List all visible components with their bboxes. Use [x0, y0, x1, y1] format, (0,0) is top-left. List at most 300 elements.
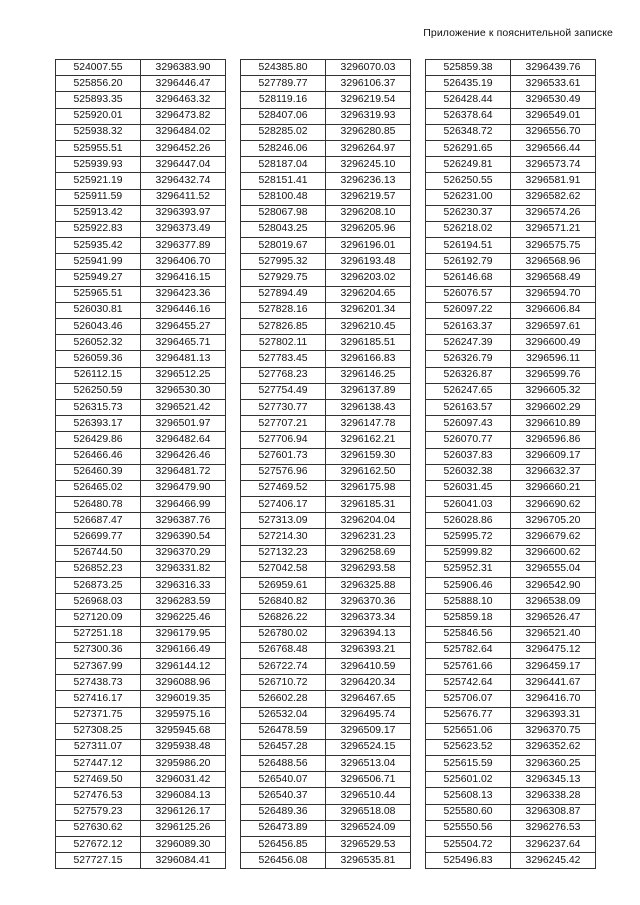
table-row [241, 739, 411, 755]
coordinate-x-cell: 527469.52 [241, 480, 326, 496]
coordinate-x-cell: 528187.04 [241, 157, 326, 173]
table-row [56, 675, 226, 691]
coordinate-x-cell: 527789.77 [241, 76, 326, 92]
table-row [56, 302, 226, 318]
table-row [241, 140, 411, 156]
coordinate-x-cell: 526488.56 [241, 756, 326, 772]
coordinate-y-cell: 3296549.01 [511, 108, 596, 124]
table-row [426, 432, 596, 448]
coordinate-y-cell: 3296360.25 [511, 756, 596, 772]
coordinate-y-cell: 3296501.97 [141, 416, 226, 432]
coordinate-x-cell: 526478.59 [241, 723, 326, 739]
table-row [56, 448, 226, 464]
table-row [241, 707, 411, 723]
coordinate-x-cell: 527476.53 [56, 788, 141, 804]
table-row [241, 270, 411, 286]
table-row [426, 707, 596, 723]
coordinate-x-cell: 526097.43 [426, 416, 511, 432]
table-row [56, 238, 226, 254]
coordinate-x-cell: 526460.39 [56, 464, 141, 480]
coordinate-x-cell: 525706.07 [426, 691, 511, 707]
coordinate-y-cell: 3296126.17 [141, 804, 226, 820]
table-row [426, 319, 596, 335]
coordinates-table-3 [425, 59, 596, 869]
coordinate-y-cell: 3296606.84 [511, 302, 596, 318]
coordinate-y-cell: 3296193.48 [326, 254, 411, 270]
table-row [426, 578, 596, 594]
table-row [241, 60, 411, 76]
table-row [56, 286, 226, 302]
coordinate-y-cell: 3296467.65 [326, 691, 411, 707]
table-row [241, 221, 411, 237]
coordinate-x-cell: 528407.06 [241, 108, 326, 124]
table-row [56, 60, 226, 76]
coordinate-y-cell: 3296370.29 [141, 545, 226, 561]
coordinate-x-cell: 527447.12 [56, 756, 141, 772]
coordinate-x-cell: 525676.77 [426, 707, 511, 723]
coordinate-y-cell: 3296162.50 [326, 464, 411, 480]
coordinate-x-cell: 527783.45 [241, 351, 326, 367]
coordinate-x-cell: 527802.11 [241, 335, 326, 351]
coordinate-x-cell: 525504.72 [426, 837, 511, 853]
table-row [56, 756, 226, 772]
coordinate-y-cell: 3296463.32 [141, 92, 226, 108]
coordinate-x-cell: 527727.15 [56, 853, 141, 869]
coordinate-x-cell: 526456.85 [241, 837, 326, 853]
coordinate-y-cell: 3296264.97 [326, 140, 411, 156]
coordinate-x-cell: 526873.25 [56, 578, 141, 594]
coordinate-y-cell: 3296509.17 [326, 723, 411, 739]
coordinate-y-cell: 3296573.74 [511, 157, 596, 173]
table-row [241, 416, 411, 432]
table-row [426, 383, 596, 399]
coordinate-y-cell: 3296521.40 [511, 626, 596, 642]
coordinate-y-cell: 3296373.49 [141, 221, 226, 237]
coordinate-x-cell: 526540.37 [241, 788, 326, 804]
coordinate-y-cell: 3296370.75 [511, 723, 596, 739]
coordinate-x-cell: 526699.77 [56, 529, 141, 545]
table-row [56, 108, 226, 124]
coordinate-x-cell: 527313.09 [241, 513, 326, 529]
coordinate-x-cell: 527754.49 [241, 383, 326, 399]
table-row [56, 383, 226, 399]
table-row [241, 529, 411, 545]
coordinate-x-cell: 525550.56 [426, 820, 511, 836]
table-row [426, 270, 596, 286]
table-row [56, 772, 226, 788]
coordinate-y-cell: 3296512.25 [141, 367, 226, 383]
coordinate-x-cell: 526076.57 [426, 286, 511, 302]
coordinate-y-cell: 3296484.02 [141, 124, 226, 140]
coordinate-y-cell: 3296331.82 [141, 561, 226, 577]
table-row [56, 480, 226, 496]
coordinate-y-cell: 3296125.26 [141, 820, 226, 836]
coordinate-y-cell: 3296455.27 [141, 319, 226, 335]
coordinate-x-cell: 526041.03 [426, 497, 511, 513]
coordinate-y-cell: 3296513.04 [326, 756, 411, 772]
table-row [241, 367, 411, 383]
coordinate-x-cell: 525888.10 [426, 594, 511, 610]
coordinate-y-cell: 3296596.86 [511, 432, 596, 448]
table-row [56, 254, 226, 270]
coordinate-x-cell: 527371.75 [56, 707, 141, 723]
table-row [241, 756, 411, 772]
coordinate-x-cell: 527406.17 [241, 497, 326, 513]
coordinate-y-cell: 3296231.23 [326, 529, 411, 545]
coordinate-x-cell: 526489.36 [241, 804, 326, 820]
coordinate-x-cell: 525920.01 [56, 108, 141, 124]
coordinate-y-cell: 3296605.32 [511, 383, 596, 399]
coordinates-table-1 [55, 59, 226, 869]
coordinate-x-cell: 526710.72 [241, 675, 326, 691]
coordinate-x-cell: 527579.23 [56, 804, 141, 820]
coordinate-x-cell: 526326.87 [426, 367, 511, 383]
coordinate-x-cell: 526028.86 [426, 513, 511, 529]
coordinate-y-cell: 3296393.21 [326, 642, 411, 658]
coordinate-x-cell: 527251.18 [56, 626, 141, 642]
coordinate-y-cell: 3296473.82 [141, 108, 226, 124]
coordinate-x-cell: 526194.51 [426, 238, 511, 254]
table-row [426, 658, 596, 674]
coordinate-y-cell: 3296210.45 [326, 319, 411, 335]
coordinate-x-cell: 525651.06 [426, 723, 511, 739]
coordinate-x-cell: 526480.78 [56, 497, 141, 513]
table-row [241, 561, 411, 577]
table-row [426, 529, 596, 545]
table-row [56, 561, 226, 577]
coordinate-y-cell: 3296406.70 [141, 254, 226, 270]
coordinate-y-cell: 3296568.49 [511, 270, 596, 286]
coordinate-x-cell: 526037.83 [426, 448, 511, 464]
coordinate-y-cell: 3296237.64 [511, 837, 596, 853]
coordinate-x-cell: 525856.20 [56, 76, 141, 92]
table-row [426, 351, 596, 367]
coordinate-x-cell: 526291.65 [426, 140, 511, 156]
coordinate-x-cell: 525995.72 [426, 529, 511, 545]
coordinate-x-cell: 525941.99 [56, 254, 141, 270]
table-row [426, 92, 596, 108]
coordinate-y-cell: 3296280.85 [326, 124, 411, 140]
coordinate-x-cell: 526378.64 [426, 108, 511, 124]
coordinate-x-cell: 526230.37 [426, 205, 511, 221]
coordinate-y-cell: 3296599.76 [511, 367, 596, 383]
table-row [241, 302, 411, 318]
table-row [56, 707, 226, 723]
table-row [56, 610, 226, 626]
coordinate-y-cell: 3296245.42 [511, 853, 596, 869]
coordinate-y-cell: 3296581.91 [511, 173, 596, 189]
coordinate-x-cell: 527311.07 [56, 739, 141, 755]
table-row [241, 432, 411, 448]
coordinate-x-cell: 527120.09 [56, 610, 141, 626]
coordinate-x-cell: 527300.36 [56, 642, 141, 658]
table-row [241, 853, 411, 869]
coordinate-y-cell: 3296204.65 [326, 286, 411, 302]
table-row [241, 513, 411, 529]
coordinate-x-cell: 525913.42 [56, 205, 141, 221]
coordinate-y-cell: 3296420.34 [326, 675, 411, 691]
table-row [241, 238, 411, 254]
table-row [426, 205, 596, 221]
table-row [56, 594, 226, 610]
table-row [241, 642, 411, 658]
table-row [241, 675, 411, 691]
coordinate-y-cell: 3296219.54 [326, 92, 411, 108]
coordinate-y-cell: 3296705.20 [511, 513, 596, 529]
table-row [241, 157, 411, 173]
coordinate-x-cell: 526030.81 [56, 302, 141, 318]
table-row [426, 335, 596, 351]
coordinate-y-cell: 3296475.12 [511, 642, 596, 658]
coordinate-y-cell: 3296166.49 [141, 642, 226, 658]
coordinate-x-cell: 526456.08 [241, 853, 326, 869]
table-row [426, 286, 596, 302]
coordinate-x-cell: 526031.45 [426, 480, 511, 496]
table-row [241, 92, 411, 108]
coordinate-x-cell: 526032.38 [426, 464, 511, 480]
coordinate-x-cell: 527826.85 [241, 319, 326, 335]
table-row [426, 739, 596, 755]
coordinate-x-cell: 527730.77 [241, 399, 326, 415]
coordinate-x-cell: 527707.21 [241, 416, 326, 432]
table-row [241, 788, 411, 804]
coordinate-x-cell: 526250.59 [56, 383, 141, 399]
coordinate-x-cell: 527601.73 [241, 448, 326, 464]
table-row [56, 76, 226, 92]
coordinate-y-cell: 3296185.31 [326, 497, 411, 513]
coordinate-y-cell: 3296530.49 [511, 92, 596, 108]
table-row [426, 238, 596, 254]
table-row [56, 140, 226, 156]
coordinate-x-cell: 526247.65 [426, 383, 511, 399]
coordinate-y-cell: 3296070.03 [326, 60, 411, 76]
coordinate-x-cell: 525965.51 [56, 286, 141, 302]
coordinate-x-cell: 527706.94 [241, 432, 326, 448]
table-row [241, 804, 411, 820]
coordinate-y-cell: 3295986.20 [141, 756, 226, 772]
coordinate-y-cell: 3296166.83 [326, 351, 411, 367]
coordinate-x-cell: 525608.13 [426, 788, 511, 804]
coordinate-x-cell: 525742.64 [426, 675, 511, 691]
coordinate-x-cell: 526192.79 [426, 254, 511, 270]
coordinate-y-cell: 3296325.88 [326, 578, 411, 594]
coordinate-x-cell: 525601.02 [426, 772, 511, 788]
coordinate-y-cell: 3296571.21 [511, 221, 596, 237]
coordinate-y-cell: 3296219.57 [326, 189, 411, 205]
coordinate-x-cell: 525580.60 [426, 804, 511, 820]
table-row [56, 691, 226, 707]
coordinate-y-cell: 3296377.89 [141, 238, 226, 254]
coordinate-x-cell: 525761.66 [426, 658, 511, 674]
coordinate-x-cell: 527367.99 [56, 658, 141, 674]
coordinate-y-cell: 3296582.62 [511, 189, 596, 205]
coordinate-x-cell: 527416.17 [56, 691, 141, 707]
coordinate-x-cell: 527132.23 [241, 545, 326, 561]
table-row [426, 221, 596, 237]
coordinate-y-cell: 3296387.76 [141, 513, 226, 529]
coordinate-y-cell: 3296179.95 [141, 626, 226, 642]
coordinate-y-cell: 3296245.10 [326, 157, 411, 173]
table-row [56, 642, 226, 658]
table-row [241, 383, 411, 399]
table-row [56, 545, 226, 561]
coordinate-y-cell: 3296019.35 [141, 691, 226, 707]
coordinate-x-cell: 528246.06 [241, 140, 326, 156]
coordinate-x-cell: 525782.64 [426, 642, 511, 658]
table-row [426, 561, 596, 577]
coordinate-x-cell: 526744.50 [56, 545, 141, 561]
table-row [56, 497, 226, 513]
coordinate-y-cell: 3296632.37 [511, 464, 596, 480]
table-row [56, 626, 226, 642]
coordinate-x-cell: 525949.27 [56, 270, 141, 286]
coordinate-x-cell: 526540.07 [241, 772, 326, 788]
coordinate-y-cell: 3296159.30 [326, 448, 411, 464]
coordinate-x-cell: 527995.32 [241, 254, 326, 270]
table-row [426, 367, 596, 383]
table-row [241, 351, 411, 367]
coordinate-y-cell: 3296594.70 [511, 286, 596, 302]
coordinate-y-cell: 3295975.16 [141, 707, 226, 723]
table-row [56, 853, 226, 869]
table-row [241, 545, 411, 561]
table-row [241, 335, 411, 351]
coordinate-y-cell: 3296481.72 [141, 464, 226, 480]
coordinate-y-cell: 3296526.47 [511, 610, 596, 626]
coordinate-x-cell: 526326.79 [426, 351, 511, 367]
coordinate-x-cell: 525911.59 [56, 189, 141, 205]
coordinate-y-cell: 3296465.71 [141, 335, 226, 351]
table-row [56, 837, 226, 853]
coordinate-x-cell: 525496.83 [426, 853, 511, 869]
coordinate-x-cell: 526722.74 [241, 658, 326, 674]
coordinate-x-cell: 527828.16 [241, 302, 326, 318]
coordinate-y-cell: 3296258.69 [326, 545, 411, 561]
table-row [241, 448, 411, 464]
table-row [426, 157, 596, 173]
table-row [56, 173, 226, 189]
table-row [426, 448, 596, 464]
coordinate-y-cell: 3296175.98 [326, 480, 411, 496]
coordinate-y-cell: 3296690.62 [511, 497, 596, 513]
coordinate-y-cell: 3296600.62 [511, 545, 596, 561]
coordinate-x-cell: 527042.58 [241, 561, 326, 577]
coordinate-y-cell: 3296660.21 [511, 480, 596, 496]
coordinate-y-cell: 3295945.68 [141, 723, 226, 739]
coordinate-x-cell: 525938.32 [56, 124, 141, 140]
coordinate-x-cell: 525939.93 [56, 157, 141, 173]
table-row [426, 642, 596, 658]
coordinate-x-cell: 525955.51 [56, 140, 141, 156]
coordinate-y-cell: 3296524.15 [326, 739, 411, 755]
table-row [426, 788, 596, 804]
coordinate-y-cell: 3296338.28 [511, 788, 596, 804]
table-row [426, 691, 596, 707]
coordinate-x-cell: 526840.82 [241, 594, 326, 610]
coordinate-x-cell: 528067.98 [241, 205, 326, 221]
coordinate-y-cell: 3296283.59 [141, 594, 226, 610]
table-row [56, 804, 226, 820]
coordinate-y-cell: 3295938.48 [141, 739, 226, 755]
coordinate-y-cell: 3296423.36 [141, 286, 226, 302]
coordinate-x-cell: 526968.03 [56, 594, 141, 610]
coordinate-x-cell: 524007.55 [56, 60, 141, 76]
coordinate-x-cell: 525893.35 [56, 92, 141, 108]
coordinate-x-cell: 527768.23 [241, 367, 326, 383]
table-row [426, 254, 596, 270]
table-row [241, 480, 411, 496]
coordinate-x-cell: 526768.48 [241, 642, 326, 658]
coordinate-x-cell: 527214.30 [241, 529, 326, 545]
coordinate-x-cell: 526315.73 [56, 399, 141, 415]
coordinate-x-cell: 525615.59 [426, 756, 511, 772]
coordinate-y-cell: 3296225.46 [141, 610, 226, 626]
coordinate-x-cell: 524385.80 [241, 60, 326, 76]
coordinate-y-cell: 3296610.89 [511, 416, 596, 432]
coordinate-x-cell: 526146.68 [426, 270, 511, 286]
coordinate-x-cell: 526070.77 [426, 432, 511, 448]
table-row [241, 76, 411, 92]
coordinate-x-cell: 528100.48 [241, 189, 326, 205]
coordinate-x-cell: 525922.83 [56, 221, 141, 237]
coordinate-y-cell: 3296208.10 [326, 205, 411, 221]
coordinate-x-cell: 526052.32 [56, 335, 141, 351]
coordinate-y-cell: 3296602.29 [511, 399, 596, 415]
coordinate-y-cell: 3296439.76 [511, 60, 596, 76]
coordinate-y-cell: 3296481.13 [141, 351, 226, 367]
coordinate-x-cell: 526687.47 [56, 513, 141, 529]
table-row [241, 578, 411, 594]
coordinate-y-cell: 3296308.87 [511, 804, 596, 820]
coordinate-y-cell: 3296432.74 [141, 173, 226, 189]
coordinate-y-cell: 3296196.01 [326, 238, 411, 254]
coordinate-y-cell: 3296205.96 [326, 221, 411, 237]
coordinate-x-cell: 526435.19 [426, 76, 511, 92]
table-row [241, 464, 411, 480]
table-row [426, 302, 596, 318]
coordinate-y-cell: 3296542.90 [511, 578, 596, 594]
coordinate-y-cell: 3296466.99 [141, 497, 226, 513]
coordinate-y-cell: 3296138.43 [326, 399, 411, 415]
table-row [241, 610, 411, 626]
coordinate-y-cell: 3296530.30 [141, 383, 226, 399]
table-row [426, 626, 596, 642]
table-row [426, 772, 596, 788]
coordinate-x-cell: 526602.28 [241, 691, 326, 707]
table-row [426, 610, 596, 626]
coordinate-y-cell: 3296518.08 [326, 804, 411, 820]
table-row [56, 658, 226, 674]
coordinate-y-cell: 3296084.13 [141, 788, 226, 804]
table-row [56, 578, 226, 594]
coordinates-table-2 [240, 59, 411, 869]
coordinate-x-cell: 526428.44 [426, 92, 511, 108]
coordinate-y-cell: 3296352.62 [511, 739, 596, 755]
coordinate-y-cell: 3296345.13 [511, 772, 596, 788]
table-row [426, 399, 596, 415]
coordinate-x-cell: 527469.50 [56, 772, 141, 788]
coordinate-y-cell: 3296089.30 [141, 837, 226, 853]
coordinate-y-cell: 3296147.78 [326, 416, 411, 432]
coordinate-y-cell: 3296416.15 [141, 270, 226, 286]
table-row [241, 108, 411, 124]
coordinate-y-cell: 3296446.16 [141, 302, 226, 318]
coordinate-y-cell: 3296416.70 [511, 691, 596, 707]
table-row [426, 464, 596, 480]
coordinate-y-cell: 3296459.17 [511, 658, 596, 674]
coordinate-y-cell: 3296555.04 [511, 561, 596, 577]
coordinate-y-cell: 3296137.89 [326, 383, 411, 399]
